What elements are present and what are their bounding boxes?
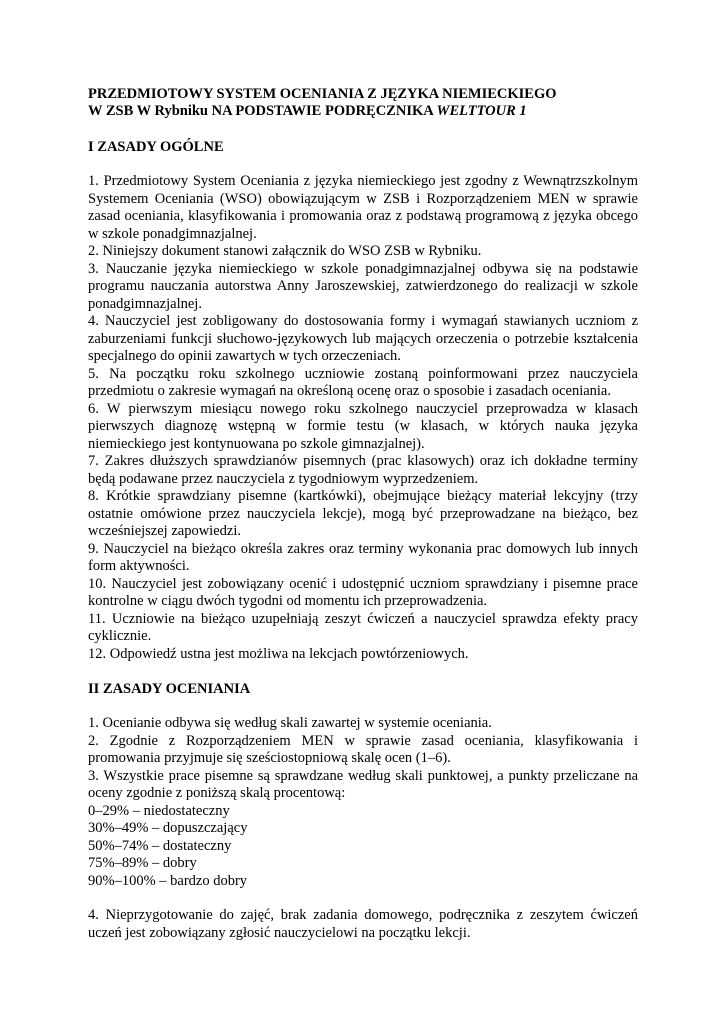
section-1-item-12: 12. Odpowiedź ustna jest możliwa na lekcjach powtórzeniowych.	[88, 645, 469, 662]
title-line2-text: W ZSB W Rybniku NA PODSTAWIE PODRĘCZNIKA	[88, 103, 437, 119]
grade-scale-row: 0–29% – niedostateczny	[88, 802, 230, 819]
section-2-item-3: 3. Wszystkie prace pisemne są sprawdzane według skali punktowej, a punkty przeliczane na oceny zgodnie z poniższą skalą procentową:	[88, 767, 638, 801]
section-1-item-2: 2. Niniejszy dokument stanowi załącznik do WSO ZSB w Rybniku.	[88, 243, 482, 259]
section-1-item-9: 9. Nauczyciel na bieżąco określa zakres oraz terminy wykonania prac domowych lub innych form aktywności.	[88, 540, 638, 574]
document-title-line2	[88, 103, 638, 120]
section-1-item-6: 6. W pierwszym miesiącu nowego roku szkolnego nauczyciel przeprowadza w klasach pierwszych diagnozę wstępną w formie testu (w klasach, w których nauka języka niemieckiego jest kontynuowana po szkole gimnazjalnej).	[88, 400, 638, 452]
grade-scale-row: 75%–89% – dobry	[88, 855, 197, 871]
grade-scale-row: 50%–74% – dostateczny	[88, 837, 232, 854]
grade-scale-row: 30%–49% – dopuszczający	[88, 820, 248, 836]
section-2-heading: II ZASADY OCENIANIA	[88, 681, 251, 697]
section-2-item-1: 1. Ocenianie odbywa się według skali zawartej w systemie oceniania.	[88, 715, 492, 731]
document-title-line1: PRZEDMIOTOWY SYSTEM OCENIANIA Z JĘZYKA NIEMIECKIEGO	[88, 86, 557, 102]
section-1-item-1: 1. Przedmiotowy System Oceniania z języka niemieckiego jest zgodny z Wewnątrzszkolnym Systemem Oceniania (WSO) obowiązującym w ZSB i Rozporządzeniem MEN w sprawie zasad oceniania, klasyfikowania i promowania oraz z podstawą programową z języka obcego w szkole ponadgimnazjalnej.	[88, 173, 638, 242]
document-page	[88, 86, 638, 942]
section-2-item-4: 4. Nieprzygotowanie do zajęć, brak zadania domowego, podręcznika z zeszytem ćwiczeń uczeń jest zobowiązany zgłosić nauczycielowi na początku lekcji.	[88, 907, 638, 941]
section-1-item-5: 5. Na początku roku szkolnego uczniowie zostaną poinformowani przez nauczyciela przedmiotu o zakresie wymagań na określoną ocenę oraz o sposobie i zasadach oceniania.	[88, 365, 638, 399]
section-1-item-11: 11. Uczniowie na bieżąco uzupełniają zeszyt ćwiczeń a nauczyciel sprawdza efekty pracy cyklicznie.	[88, 610, 638, 644]
grade-scale-row: 90%–100% – bardzo dobry	[88, 872, 248, 889]
section-2-item-2: 2. Zgodnie z Rozporządzeniem MEN w sprawie zasad oceniania, klasyfikowania i promowania przyjmuje się sześciostopniową skalę ocen (1–6).	[88, 732, 638, 766]
section-1-item-8: 8. Krótkie sprawdziany pisemne (kartkówki), obejmujące bieżący materiał lekcyjny (trzy ostatnie omówione przez nauczyciela lekcje), mogą być przeprowadzane na bieżąco, bez wcześniejszej zapowiedzi.	[88, 488, 638, 539]
section-1-item-3: 3. Nauczanie języka niemieckiego w szkole ponadgimnazjalnej odbywa się na podstawie programu nauczania autorstwa Anny Jaroszewskiej, zatwierdzonego do realizacji w szkole ponadgimnazjalnej.	[88, 260, 638, 312]
section-1-item-10: 10. Nauczyciel jest zobowiązany ocenić i udostępnić uczniom sprawdziany i pisemne prace kontrolne w ciągu dwóch tygodni od momentu ich przeprowadzenia.	[88, 575, 638, 609]
section-1-item-4: 4. Nauczyciel jest zobligowany do dostosowania formy i wymagań stawianych uczniom z zaburzeniami funkcji słuchowo-językowych lub mających orzeczenia o potrzebie kształcenia specjalnego do opinii zawartych w tych orzeczeniach.	[88, 313, 638, 364]
section-1-item-7: 7. Zakres dłuższych sprawdzianów pisemnych (prac klasowych) oraz ich dokładne terminy będą podawane przez nauczyciela z tygodniowym wyprzedzeniem.	[88, 453, 638, 487]
section-1-heading: I ZASADY OGÓLNE	[88, 139, 224, 155]
title-book-name: WELTTOUR 1	[436, 103, 527, 119]
